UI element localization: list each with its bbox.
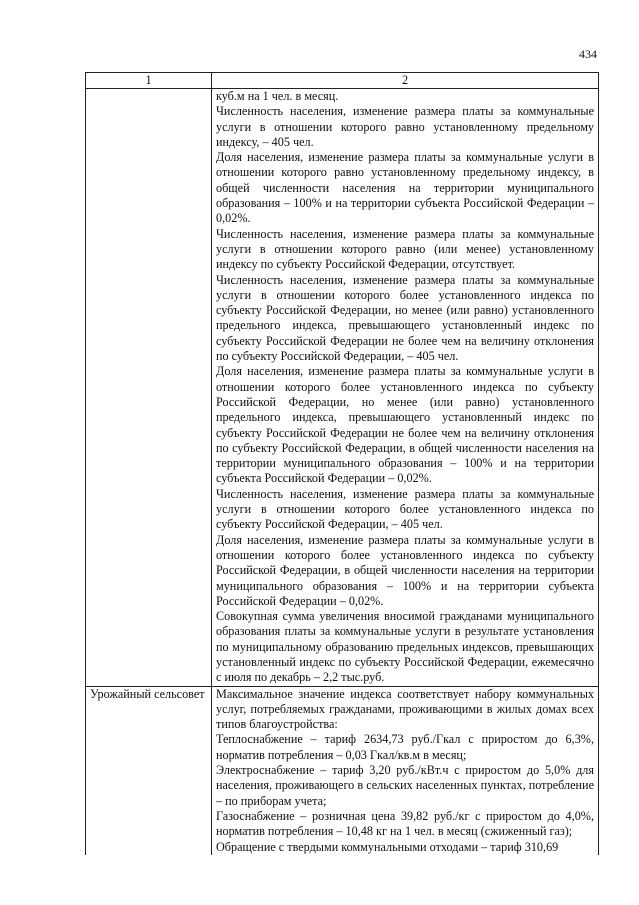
page-number: 434 xyxy=(579,47,597,61)
paragraph: Численность населения, изменение размера платы за коммунальные услуги в отношении которого равно установленному предельному индексу, – 405 чел. xyxy=(216,104,594,149)
table-header-row xyxy=(86,73,599,89)
paragraph: Газоснабжение – розничная цена 39,82 руб./кг с приростом до 4,0%, норматив потребления – 10,48 кг на 1 чел. в месяц (сжиженный газ); xyxy=(216,808,594,839)
region-cell xyxy=(86,89,212,687)
paragraph: куб.м на 1 чел. в месяц. xyxy=(216,89,339,103)
paragraph: Численность населения, изменение размера платы за коммунальные услуги в отношении которого более установленного индекса по субъекту Российской Федерации, но менее (или равно) установленного предельного индекса, превышающего установленный индекс по субъекту Российской Федерации не более чем на величину отклонения по субъекту Российской Федерации, – 405 чел. xyxy=(216,272,594,364)
table-row xyxy=(86,89,599,687)
column-header-2: 2 xyxy=(212,73,599,89)
paragraph: Численность населения, изменение размера платы за коммунальные услуги в отношении которого более установленного индекса по субъекту Российской Федерации, – 405 чел. xyxy=(216,486,594,532)
paragraph: Обращение с твердыми коммунальными отходами – тариф 310,69 xyxy=(216,839,559,854)
table-row xyxy=(86,686,599,855)
paragraph: Максимальное значение индекса соответствует набору коммунальных услуг, потребляемых гражданами, проживающими в жилых домах всех типов благоустройства: xyxy=(216,686,594,732)
paragraph: Теплоснабжение – тариф 2634,73 руб./Гкал с приростом до 6,3%, норматив потребления – 0,03 Гкал/кв.м в месяц; xyxy=(216,732,594,762)
column-header-1: 1 xyxy=(86,73,212,89)
content-cell xyxy=(212,89,599,687)
document-table xyxy=(85,72,599,855)
paragraph: Численность населения, изменение размера платы за коммунальные услуги в отношении которого равно (или менее) установленному индексу по субъекту Российской Федерации, отсутствует. xyxy=(216,226,594,272)
region-cell: Урожайный сельсовет xyxy=(86,686,212,855)
paragraph: Доля населения, изменение размера платы за коммунальные услуги в отношении которого равно установленному предельному индексу, в общей численности населения на территории муниципального образования – 100% и на территории субъекта Российской Федерации – 0,02%. xyxy=(216,150,594,226)
content-cell xyxy=(212,686,599,855)
paragraph: Доля населения, изменение размера платы за коммунальные услуги в отношении которого более установленного индекса по субъекту Российской Федерации, в общей численности населения на территории муниципального образования – 100% и на территории субъекта Российской Федерации – 0,02%. xyxy=(216,532,594,608)
paragraph: Электроснабжение – тариф 3,20 руб./кВт.ч с приростом до 5,0% для населения, проживающего в сельских населенных пунктах, потребление – по приборам учета; xyxy=(216,763,594,808)
paragraph: Доля населения, изменение размера платы за коммунальные услуги в отношении которого более установленного индекса по субъекту Российской Федерации, но менее (или равно) установленного предельного индекса, превышающего установленный индекс по субъекту Российской Федерации не более чем на величину отклонения по субъекту Российской Федерации, в общей численности населения на территории муниципального образования – 100% и на территории субъекта Российской Федерации – 0,02%. xyxy=(216,364,594,486)
paragraph: Совокупная сумма увеличения вносимой гражданами муниципального образования платы за коммунальные услуги в результате установления по муниципальному образованию предельных индексов, превышающих установленный индекс по субъекту Российской Федерации, ежемесячно с июля по декабрь – 2,2 тыс.руб. xyxy=(216,609,594,685)
